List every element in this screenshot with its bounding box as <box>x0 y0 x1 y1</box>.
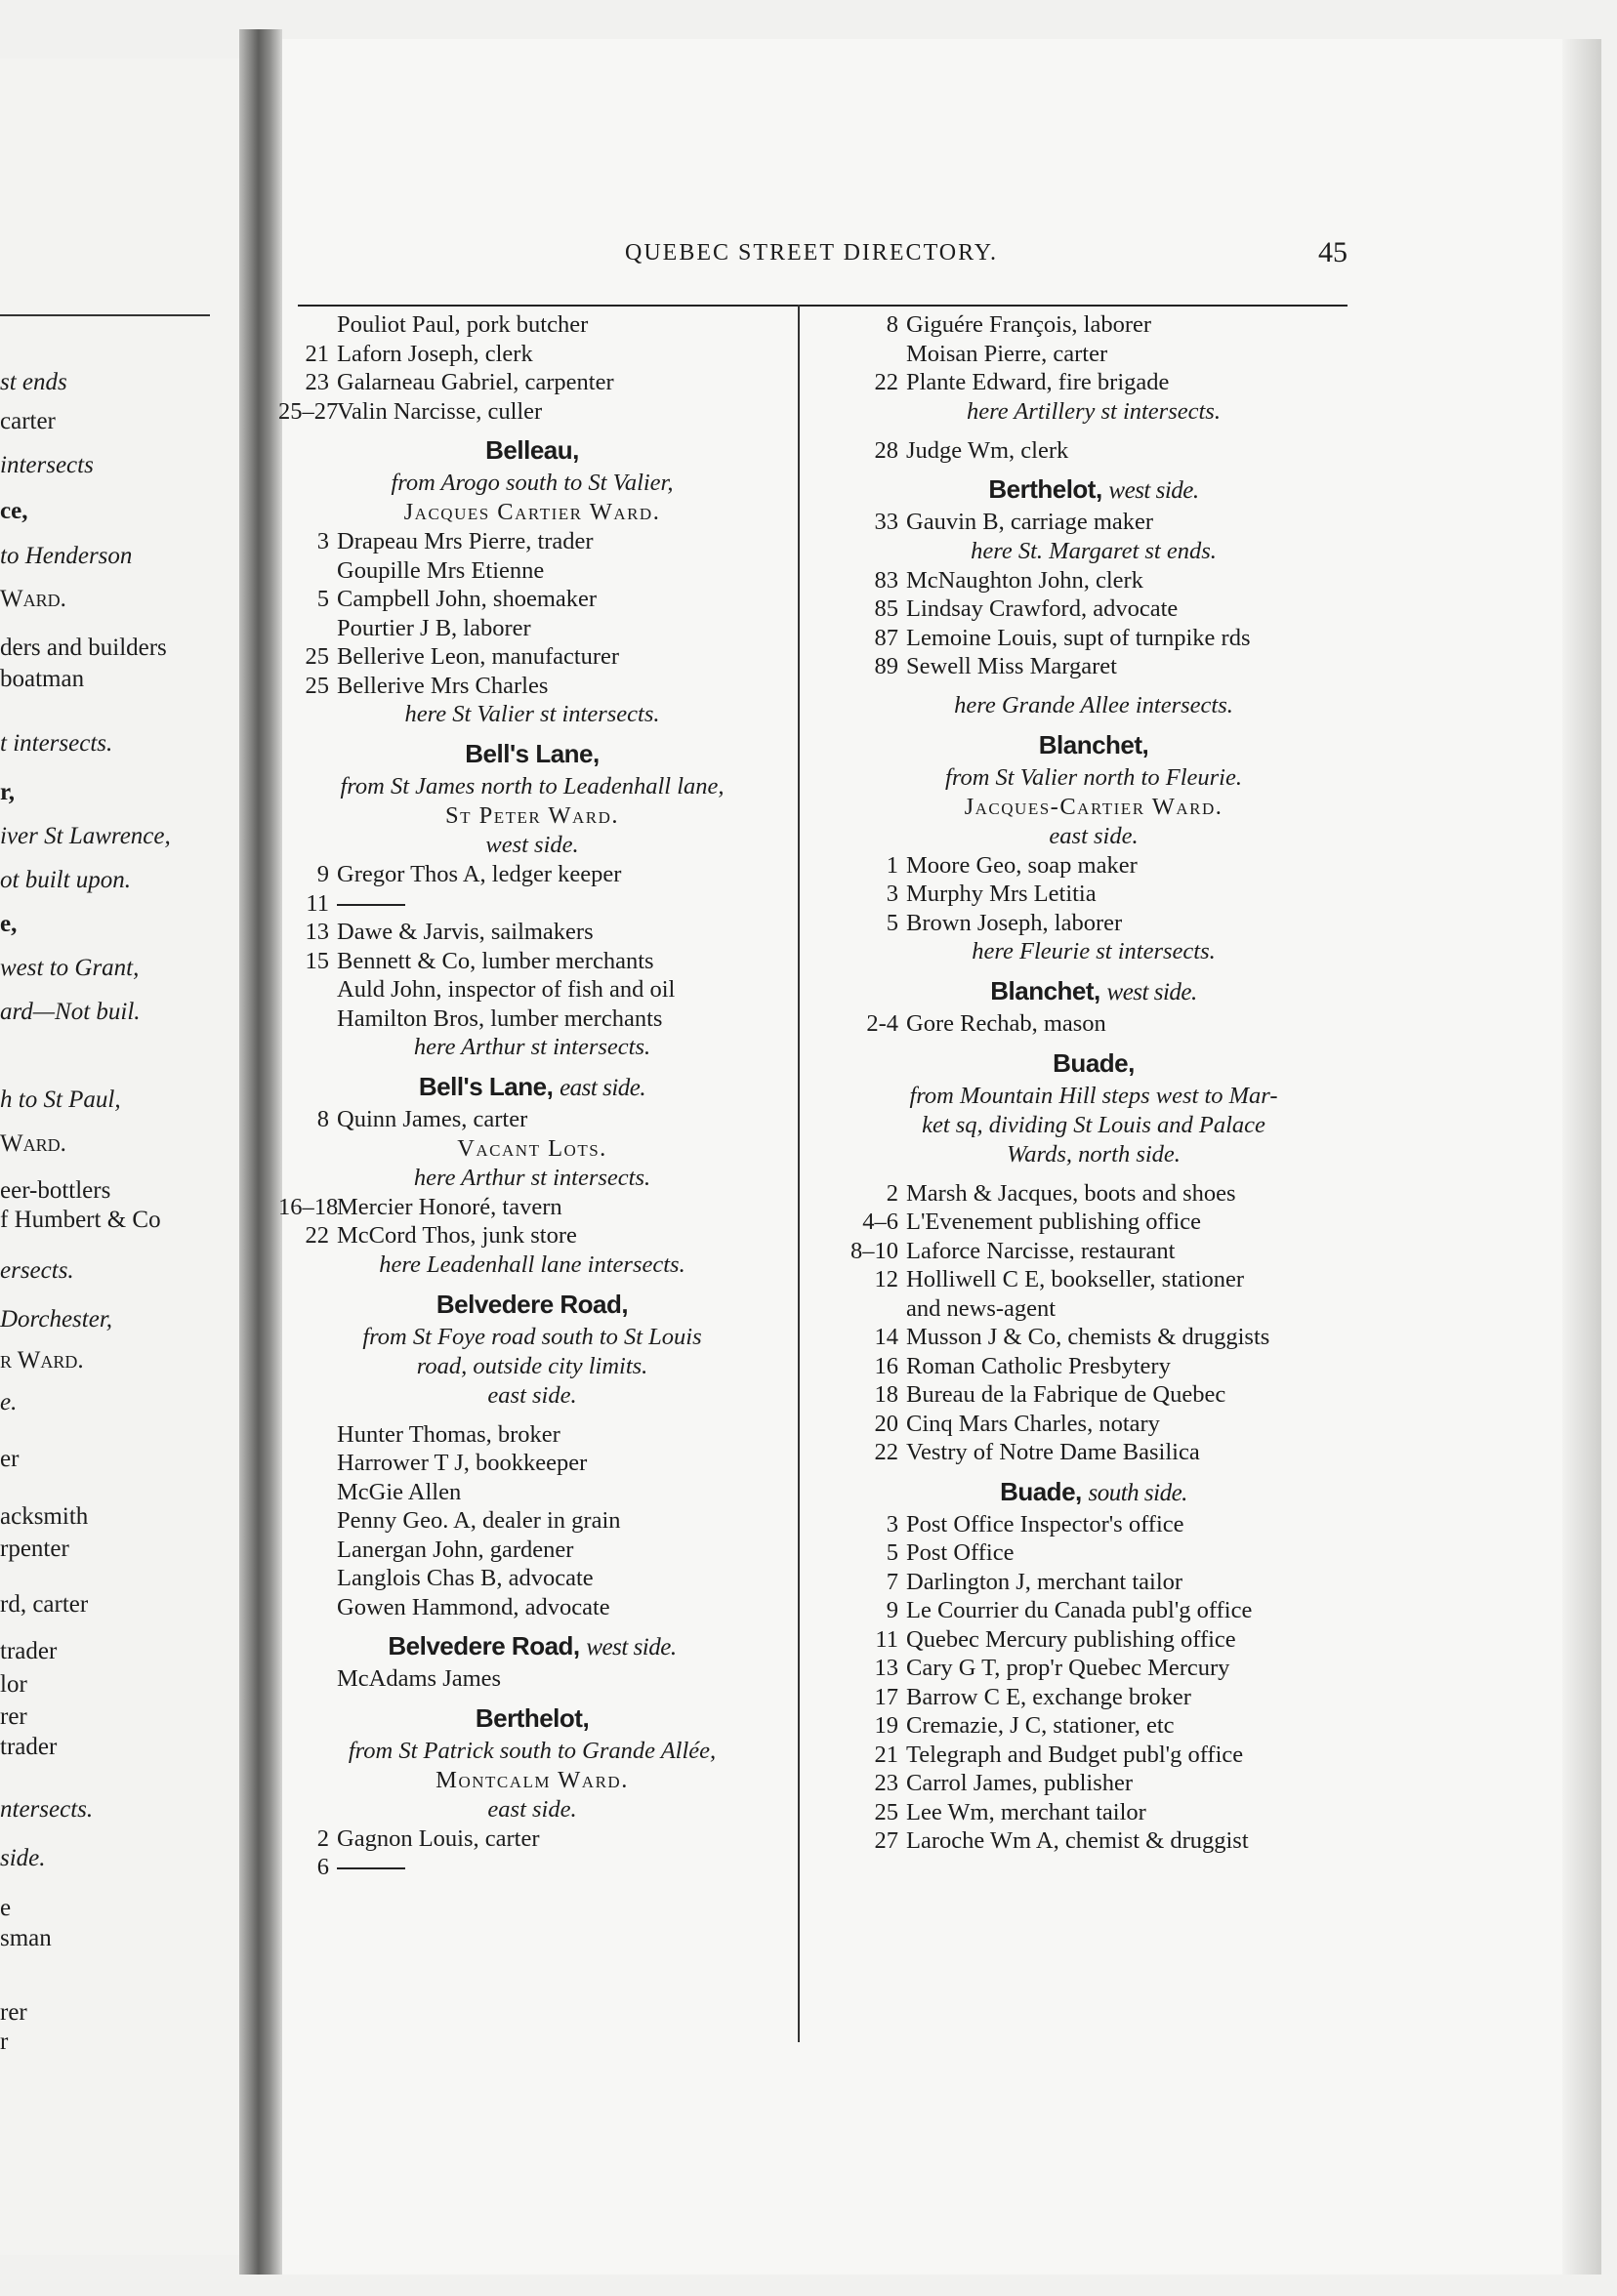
directory-entry <box>278 918 786 947</box>
entry-text: Gore Rechab, mason <box>906 1010 1106 1037</box>
street-number: 27 <box>874 1827 898 1854</box>
street-route: from Mountain Hill steps west to Mar- <box>909 1082 1278 1109</box>
street-number: 25 <box>305 643 329 670</box>
entry-text: Brown Joseph, laborer <box>906 909 1123 936</box>
entry-text: Moore Geo, soap maker <box>906 851 1138 879</box>
entry-text: Plante Edward, fire brigade <box>906 369 1170 395</box>
street-route: from St Foye road south to St Louis <box>362 1323 702 1350</box>
entry-text: Holliwell C E, bookseller, stationer <box>906 1266 1245 1292</box>
left-page-fragment <box>0 59 256 2255</box>
entry-list <box>830 566 1357 681</box>
entry-text: Gregor Thos A, ledger keeper <box>337 861 622 887</box>
street-heading-buade: Buade, <box>1053 1047 1135 1078</box>
vacant-number-dash <box>337 1867 405 1869</box>
street-number: 25 <box>305 672 329 699</box>
street-number: 11 <box>306 889 329 917</box>
entry-text: Penny Geo. A, dealer in grain <box>337 1507 621 1534</box>
left-page-line: e, <box>0 911 18 937</box>
street-number: 2 <box>316 1824 329 1852</box>
entry-text: McCord Thos, junk store <box>337 1222 577 1249</box>
directory-entry <box>278 1593 786 1622</box>
directory-entry <box>830 1352 1357 1381</box>
street-heading-berthelot-west <box>830 471 1357 508</box>
directory-entry <box>830 1179 1357 1209</box>
directory-entry <box>278 310 786 340</box>
street-number: 25–27 <box>278 397 339 425</box>
street-number: 8 <box>316 1106 329 1132</box>
street-number: 85 <box>874 595 898 622</box>
entry-text: Cremazie, J C, stationer, etc <box>906 1712 1175 1739</box>
directory-entry <box>830 1380 1357 1410</box>
entry-text: Auld John, inspector of fish and oil <box>337 976 676 1003</box>
page-number: 45 <box>1318 236 1348 268</box>
directory-entry <box>830 652 1357 681</box>
entry-text: Drapeau Mrs Pierre, trader <box>337 528 594 554</box>
left-page-line: rer <box>0 1703 27 1730</box>
entry-text: Lemoine Louis, supt of turnpike rds <box>906 624 1251 651</box>
entry-list <box>278 1664 786 1694</box>
directory-entry <box>278 397 786 427</box>
directory-entry <box>278 642 786 672</box>
entry-list <box>278 310 786 426</box>
book-gutter <box>239 29 282 2275</box>
entry-text: Harrower T J, bookkeeper <box>337 1450 588 1476</box>
entry-text: Laforce Narcisse, restaurant <box>906 1237 1176 1264</box>
street-number: 2-4 <box>866 1010 898 1037</box>
entry-text: Dawe & Jarvis, sailmakers <box>337 919 594 945</box>
ward-name: Jacques-Cartier Ward. <box>964 793 1223 820</box>
entry-text: Quebec Mercury publishing office <box>906 1625 1236 1653</box>
directory-entry <box>278 1564 786 1593</box>
entry-text: Bennett & Co, lumber merchants <box>337 947 654 974</box>
left-page-line: ders and builders <box>0 635 167 661</box>
directory-entry <box>830 1683 1357 1712</box>
entry-text: Goupille Mrs Etienne <box>337 556 545 584</box>
directory-entry <box>830 1410 1357 1439</box>
street-number: 22 <box>874 1439 898 1465</box>
directory-entry <box>830 1625 1357 1655</box>
left-page-line: r Ward. <box>0 1347 84 1374</box>
street-heading-blanchet: Blanchet, <box>1038 729 1149 759</box>
entry-text: Bureau de la Fabrique de Quebec <box>906 1381 1226 1408</box>
street-number: 18 <box>874 1381 898 1408</box>
street-number: 3 <box>316 528 329 554</box>
street-number: 89 <box>874 653 898 679</box>
street-number: 5 <box>316 586 329 612</box>
directory-entry <box>830 1538 1357 1568</box>
left-page-line: e <box>0 1895 12 1921</box>
intersection-note: here Leadenhall lane intersects. <box>379 1250 685 1278</box>
heading-text: Bell's Lane, <box>418 1072 554 1101</box>
street-number: 2 <box>886 1179 898 1207</box>
left-page-line: sman <box>0 1925 52 1951</box>
street-number: 8–10 <box>850 1237 898 1264</box>
right-column <box>830 310 1357 1856</box>
entry-text: Marsh & Jacques, boots and shoes <box>906 1179 1236 1207</box>
intersection-note: here St Valier st intersects. <box>404 701 660 727</box>
entry-text: Bellerive Leon, manufacturer <box>337 643 620 670</box>
directory-entry <box>278 860 786 889</box>
street-number: 11 <box>875 1625 898 1653</box>
directory-entry <box>830 1741 1357 1770</box>
directory-entry <box>830 368 1357 397</box>
directory-entry <box>278 1221 786 1250</box>
intersection-note: here Arthur st intersects. <box>413 1034 651 1060</box>
header-rule <box>298 305 1348 307</box>
left-column <box>278 310 786 1882</box>
entry-text: Telegraph and Budget publ'g office <box>906 1741 1244 1768</box>
directory-entry <box>278 1853 786 1882</box>
directory-entry <box>830 1798 1357 1827</box>
vacant-lots: Vacant Lots. <box>457 1134 607 1162</box>
entry-text: Vestry of Notre Dame Basilica <box>906 1439 1200 1465</box>
entry-text: Galarneau Gabriel, carpenter <box>337 369 614 395</box>
left-page-line: trader <box>0 1734 58 1760</box>
street-heading-belvedere-road: Belvedere Road, <box>435 1289 629 1319</box>
entry-text: Sewell Miss Margaret <box>906 653 1117 679</box>
street-route: road, outside city limits. <box>416 1352 648 1379</box>
left-page-line: h to St Paul, <box>0 1086 121 1113</box>
directory-entry <box>830 1711 1357 1741</box>
street-number: 83 <box>874 566 898 594</box>
street-number: 16–18 <box>278 1193 339 1220</box>
directory-entry <box>830 1294 1357 1324</box>
directory-entry <box>278 1449 786 1478</box>
left-page-line: Dorchester, <box>0 1306 113 1332</box>
entry-text: Campbell John, shoemaker <box>337 586 598 612</box>
directory-entry <box>830 1438 1357 1467</box>
entry-list <box>278 860 786 1033</box>
entry-text: Barrow C E, exchange broker <box>906 1683 1191 1710</box>
entry-text: L'Evenement publishing office <box>906 1209 1201 1235</box>
left-page-line: trader <box>0 1638 58 1664</box>
street-number: 5 <box>886 909 898 936</box>
street-heading-belvedere-road-west <box>278 1627 786 1664</box>
entry-text: McAdams James <box>337 1665 502 1692</box>
street-number: 23 <box>305 369 329 395</box>
directory-entry <box>278 585 786 614</box>
street-number: 13 <box>874 1655 898 1681</box>
directory-entry <box>278 1193 786 1222</box>
street-route: Wards, north side. <box>1007 1140 1181 1168</box>
directory-entry <box>830 909 1357 938</box>
left-page-line: lor <box>0 1671 27 1698</box>
heading-text: Blanchet, <box>990 976 1100 1005</box>
entry-text: Lanergan John, gardener <box>337 1536 574 1563</box>
directory-entry <box>278 975 786 1004</box>
directory-entry <box>830 436 1357 466</box>
street-number: 22 <box>874 369 898 395</box>
heading-side: west side. <box>586 1634 677 1660</box>
entry-text: Pourtier J B, laborer <box>337 614 531 641</box>
street-route: from Arogo south to St Valier, <box>391 470 674 496</box>
street-heading-berthelot: Berthelot, <box>475 1702 590 1733</box>
side-label: west side. <box>485 832 579 858</box>
entry-list <box>278 1824 786 1882</box>
heading-side: west side. <box>1108 477 1199 504</box>
left-page-line: west to Grant, <box>0 955 140 981</box>
street-number: 8 <box>886 311 898 338</box>
street-heading-bells-lane: Bell's Lane, <box>465 739 600 768</box>
entry-text: Giguére François, laborer <box>906 311 1152 338</box>
directory-entry <box>830 594 1357 624</box>
entry-text: Roman Catholic Presbytery <box>906 1352 1171 1379</box>
street-number: 15 <box>305 947 329 974</box>
entry-text: Cary G T, prop'r Quebec Mercury <box>906 1655 1230 1681</box>
directory-entry <box>278 368 786 397</box>
left-page-line: acksmith <box>0 1503 89 1530</box>
heading-side: south side. <box>1088 1479 1187 1506</box>
directory-entry <box>830 851 1357 881</box>
entry-text: Gagnon Louis, carter <box>337 1824 540 1852</box>
left-page-line: to Henderson <box>0 543 133 569</box>
left-page-line: st ends <box>0 369 67 395</box>
intersection-note: here Fleurie st intersects. <box>972 938 1216 964</box>
directory-entry <box>830 566 1357 595</box>
street-route: from St Valier north to Fleurie. <box>945 763 1242 791</box>
ward-name: Montcalm Ward. <box>435 1766 629 1793</box>
street-number: 9 <box>886 1597 898 1623</box>
street-number: 87 <box>874 624 898 651</box>
entry-text: Mercier Honoré, tavern <box>337 1193 562 1220</box>
left-page-line: carter <box>0 408 56 434</box>
left-page-line: t intersects. <box>0 730 113 757</box>
entry-text: Murphy Mrs Letitia <box>906 881 1097 907</box>
entry-text: Darlington J, merchant tailor <box>906 1568 1183 1595</box>
entry-list <box>830 508 1357 537</box>
entry-text: Hunter Thomas, broker <box>337 1420 560 1448</box>
street-number: 4–6 <box>862 1209 898 1235</box>
left-page-line: rpenter <box>0 1536 69 1562</box>
street-number: 13 <box>305 919 329 945</box>
page-header <box>332 236 1348 271</box>
entry-text: Cinq Mars Charles, notary <box>906 1410 1160 1437</box>
street-heading-blanchet-west <box>830 972 1357 1009</box>
entry-text: Gowen Hammond, advocate <box>337 1593 610 1620</box>
directory-entry <box>278 1420 786 1450</box>
street-number: 5 <box>886 1539 898 1566</box>
street-route: ket sq, dividing St Louis and Palace <box>922 1111 1265 1138</box>
directory-entry <box>830 1208 1357 1237</box>
directory-entry <box>278 614 786 643</box>
street-heading-buade-south <box>830 1473 1357 1510</box>
running-title: QUEBEC STREET DIRECTORY. <box>625 240 999 266</box>
entry-list <box>830 1179 1357 1467</box>
ward-name: Jacques Cartier Ward. <box>403 499 661 525</box>
entry-text: Laforn Joseph, clerk <box>337 340 533 367</box>
entry-text: and news-agent <box>906 1294 1057 1322</box>
left-page-line: rd, carter <box>0 1591 89 1618</box>
street-number: 1 <box>886 851 898 879</box>
directory-entry <box>278 1004 786 1034</box>
directory-entry <box>278 527 786 556</box>
directory-entry <box>278 1506 786 1536</box>
entry-list <box>278 527 786 700</box>
entry-text: Lindsay Crawford, advocate <box>906 595 1179 622</box>
left-page-line: iver St Lawrence, <box>0 823 171 849</box>
left-page-line: Ward. <box>0 586 66 612</box>
entry-text: Judge Wm, clerk <box>906 436 1069 464</box>
left-page-line: ntersects. <box>0 1796 94 1823</box>
entry-list <box>830 1009 1357 1039</box>
street-number: 23 <box>874 1770 898 1796</box>
entry-text: Carrol James, publisher <box>906 1770 1134 1796</box>
directory-entry <box>830 1826 1357 1856</box>
entry-text: McGie Allen <box>337 1478 462 1505</box>
directory-entry <box>278 1536 786 1565</box>
street-number: 3 <box>886 1510 898 1538</box>
entry-text: Pouliot Paul, pork butcher <box>337 311 589 338</box>
intersection-note: here Arthur st intersects. <box>413 1164 651 1191</box>
street-number: 25 <box>874 1798 898 1825</box>
directory-entry <box>830 310 1357 340</box>
street-number: 14 <box>874 1324 898 1350</box>
page-edge <box>1562 39 1601 2275</box>
directory-entry <box>278 556 786 586</box>
directory-entry <box>278 889 786 919</box>
heading-side: east side. <box>560 1075 646 1101</box>
left-page-line: ersects. <box>0 1257 74 1284</box>
directory-entry <box>278 1664 786 1694</box>
heading-side: west side. <box>1106 979 1197 1005</box>
side-label: east side. <box>1049 822 1139 849</box>
street-number: 3 <box>886 881 898 907</box>
directory-entry <box>830 508 1357 537</box>
street-number: 16 <box>874 1352 898 1379</box>
directory-entry <box>830 1654 1357 1683</box>
entry-text: Le Courrier du Canada publ'g office <box>906 1597 1253 1623</box>
street-number: 19 <box>874 1712 898 1739</box>
directory-entry <box>278 1824 786 1854</box>
street-number: 28 <box>874 436 898 464</box>
street-number: 9 <box>316 861 329 887</box>
street-heading-bells-lane-east <box>278 1068 786 1105</box>
entry-text: Lee Wm, merchant tailor <box>906 1798 1146 1825</box>
entry-text: Bellerive Mrs Charles <box>337 672 549 699</box>
left-page-line: eer-bottlers <box>0 1177 111 1204</box>
street-number: 33 <box>874 509 898 535</box>
directory-entry <box>830 880 1357 909</box>
intersection-note: here Artillery st intersects. <box>967 397 1221 425</box>
directory-entry <box>278 1105 786 1134</box>
entry-text: Moisan Pierre, carter <box>906 340 1108 367</box>
street-number: 21 <box>305 340 329 367</box>
street-number: 21 <box>874 1741 898 1768</box>
heading-text: Belvedere Road, <box>388 1631 580 1660</box>
street-number: 12 <box>874 1266 898 1292</box>
left-page-line: er <box>0 1446 20 1472</box>
entry-text: Post Office <box>906 1539 1015 1566</box>
left-page-line: r <box>0 2029 9 2055</box>
entry-list <box>278 1105 786 1134</box>
directory-entry <box>830 1009 1357 1039</box>
left-page-line: e. <box>0 1389 18 1415</box>
entry-text: Valin Narcisse, culler <box>337 397 543 425</box>
vacant-number-dash <box>337 904 405 906</box>
directory-entry <box>830 340 1357 369</box>
left-page-line: boatman <box>0 666 85 692</box>
side-label: east side. <box>487 1381 577 1409</box>
side-label: east side. <box>487 1795 577 1823</box>
left-page-line: f Humbert & Co <box>0 1207 161 1233</box>
left-page-line: ce, <box>0 498 28 524</box>
column-divider <box>798 305 800 2042</box>
entry-text: Post Office Inspector's office <box>906 1510 1184 1538</box>
entry-text: Langlois Chas B, advocate <box>337 1565 594 1591</box>
directory-entry <box>830 1769 1357 1798</box>
entry-text: Hamilton Bros, lumber merchants <box>337 1004 663 1032</box>
left-page-line: r, <box>0 779 16 805</box>
intersection-note: here Grande Allee intersects. <box>954 691 1233 718</box>
entry-list <box>830 310 1357 397</box>
directory-entry <box>830 624 1357 653</box>
left-page-line: Ward. <box>0 1130 66 1157</box>
directory-entry <box>830 1568 1357 1597</box>
left-page-line: rer <box>0 1999 27 2026</box>
entry-text: McNaughton John, clerk <box>906 566 1143 594</box>
directory-entry <box>278 340 786 369</box>
entry-list <box>830 1510 1357 1856</box>
entry-text: Gauvin B, carriage maker <box>906 509 1154 535</box>
left-page-line: ot built upon. <box>0 867 132 893</box>
directory-entry <box>278 947 786 976</box>
directory-entry <box>830 1237 1357 1266</box>
street-route: from St Patrick south to Grande Allée, <box>348 1737 717 1764</box>
heading-text: Buade, <box>1000 1476 1082 1506</box>
street-number: 6 <box>316 1854 329 1880</box>
entry-text: Laroche Wm A, chemist & druggist <box>906 1827 1249 1854</box>
street-number: 7 <box>886 1568 898 1595</box>
directory-entry <box>830 1265 1357 1294</box>
directory-entry <box>830 1596 1357 1625</box>
street-number: 22 <box>305 1222 329 1249</box>
entry-text: Musson J & Co, chemists & druggists <box>906 1324 1270 1350</box>
left-page-line: ard—Not buil. <box>0 999 141 1025</box>
entry-list <box>278 1193 786 1250</box>
directory-entry <box>830 1510 1357 1539</box>
street-route: from St James north to Leadenhall lane, <box>340 773 725 800</box>
entry-text: Quinn James, carter <box>337 1106 528 1132</box>
street-number: 17 <box>874 1683 898 1710</box>
left-page-rule <box>0 314 210 316</box>
left-page-line: intersects <box>0 452 94 478</box>
entry-list <box>278 1420 786 1622</box>
ward-name: St Peter Ward. <box>444 802 620 829</box>
left-page-line: side. <box>0 1845 46 1871</box>
directory-entry <box>830 1323 1357 1352</box>
entry-list <box>830 851 1357 938</box>
heading-text: Berthelot, <box>988 474 1102 504</box>
directory-entry <box>278 1478 786 1507</box>
intersection-note: here St. Margaret st ends. <box>971 537 1217 564</box>
street-heading-belleau: Belleau, <box>485 435 579 465</box>
directory-entry <box>278 672 786 701</box>
street-number: 20 <box>874 1410 898 1437</box>
